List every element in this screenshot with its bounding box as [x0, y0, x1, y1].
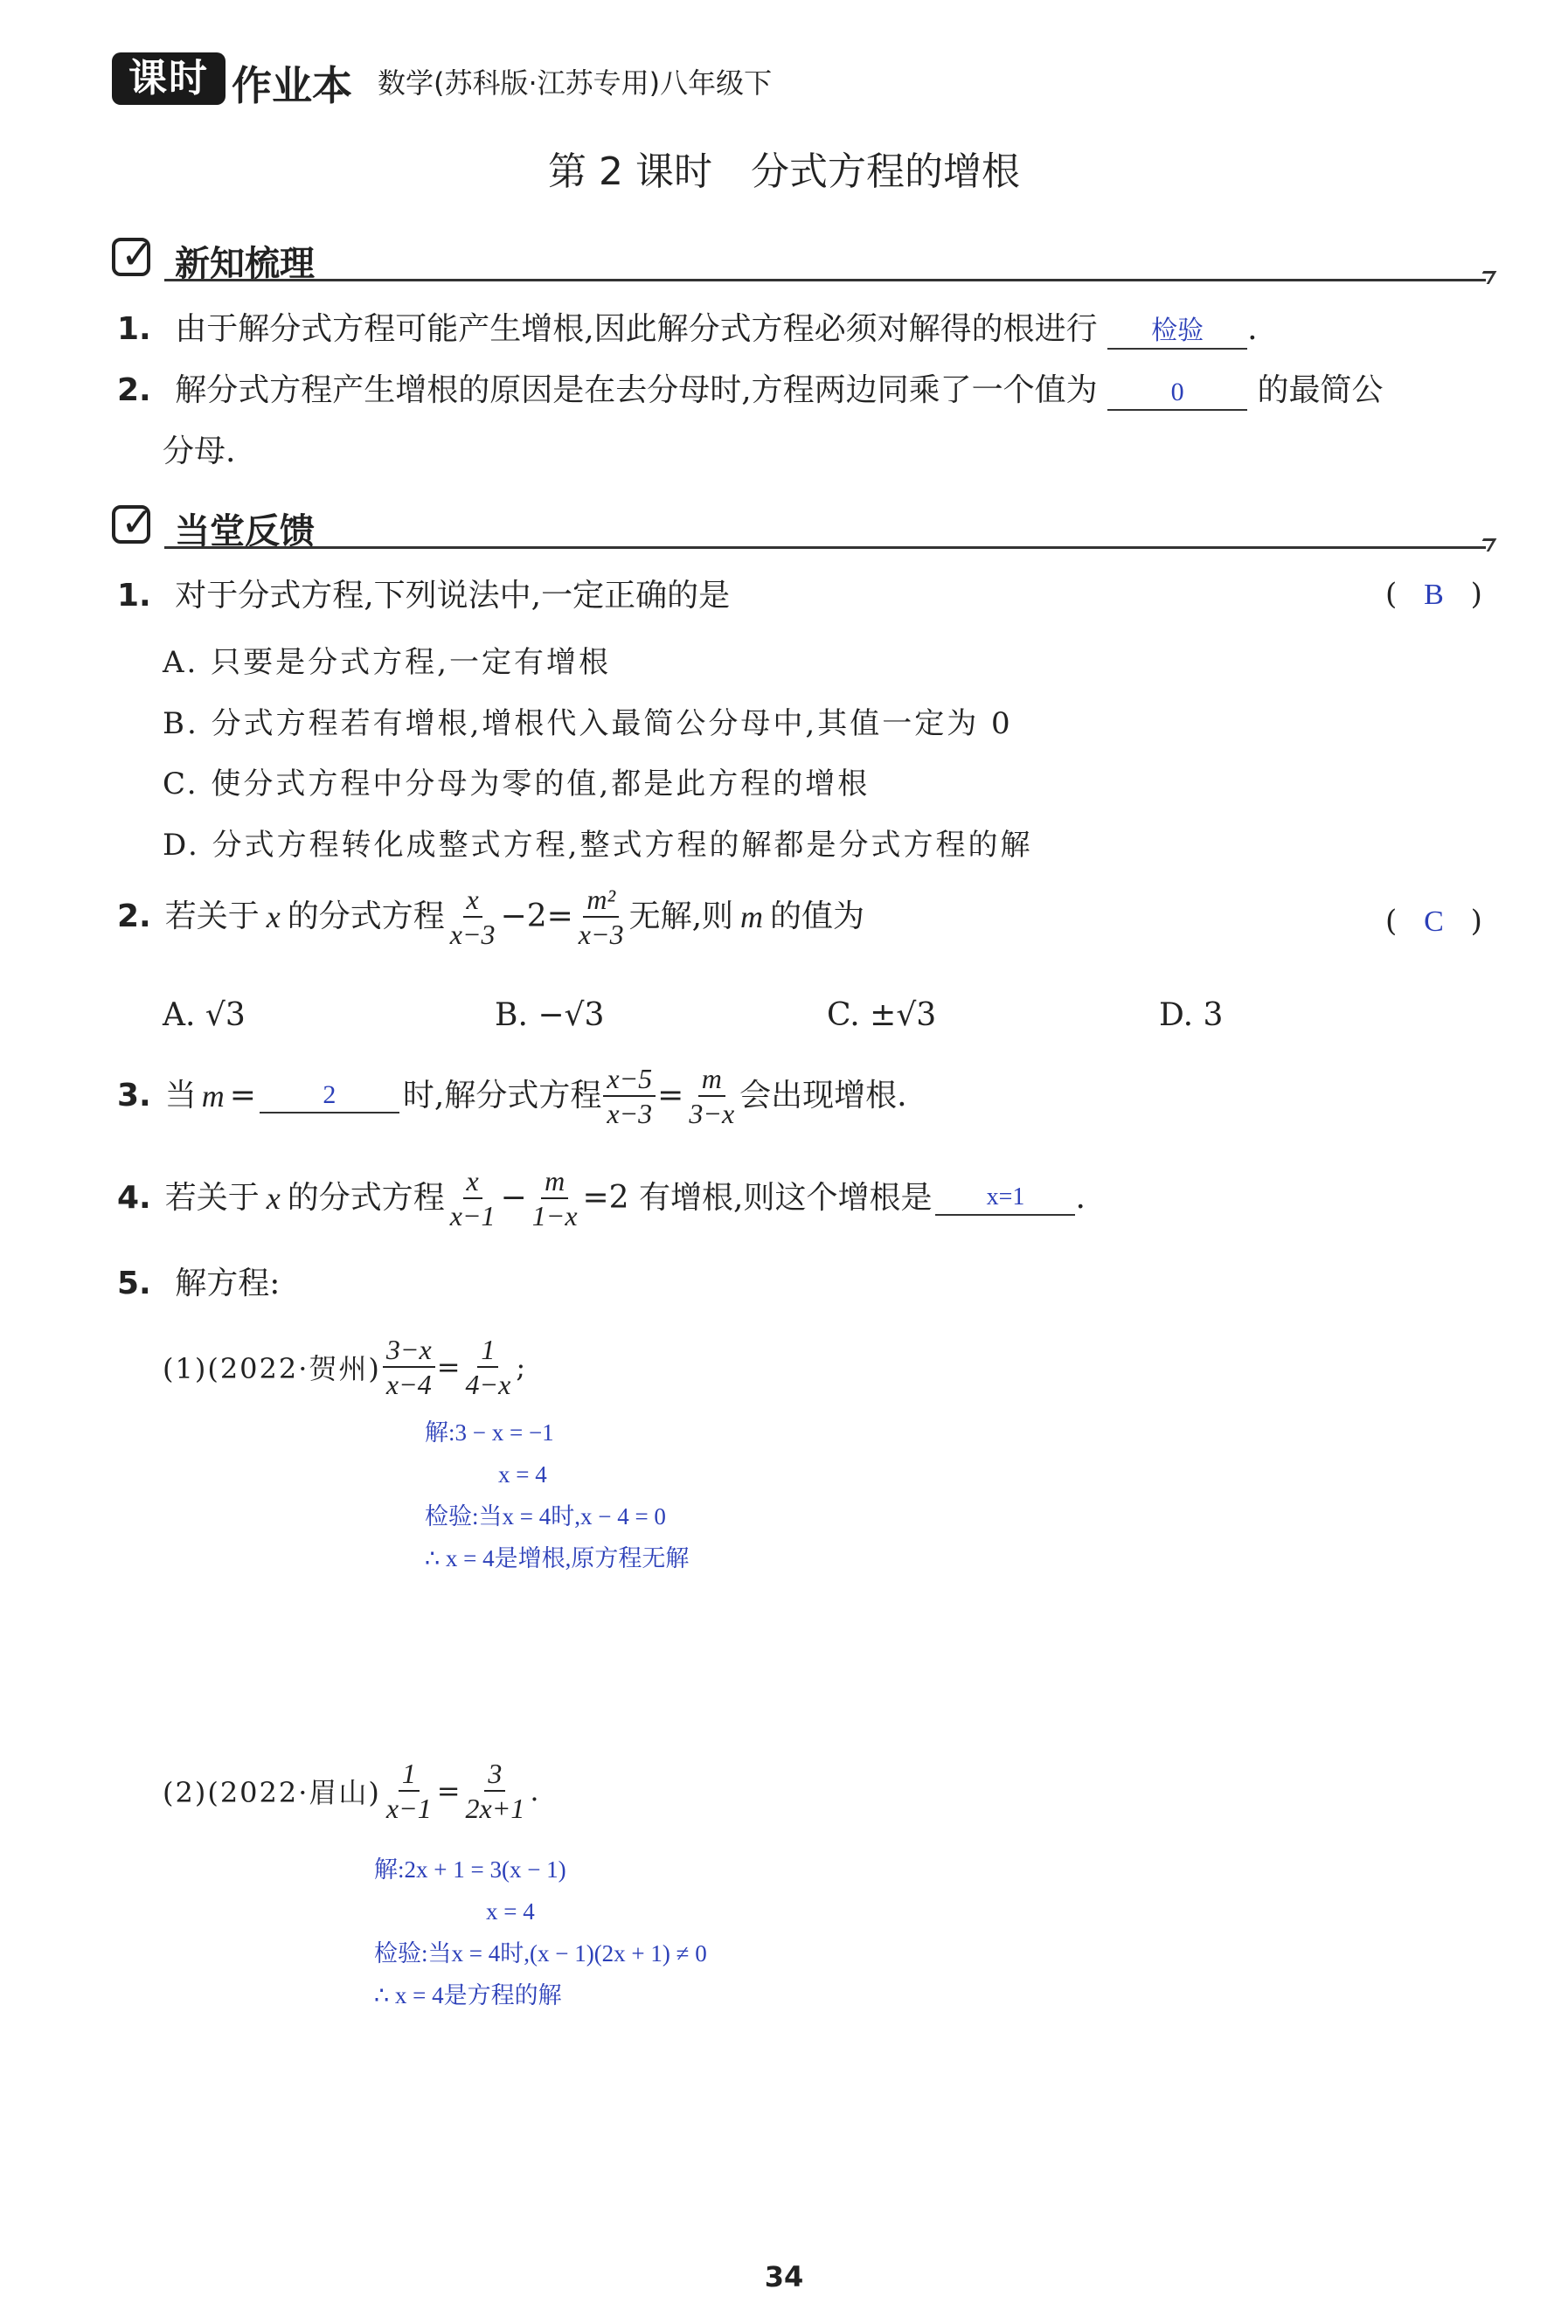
- knowledge-q1: [117, 310, 1258, 350]
- feedback-q2: [117, 883, 864, 951]
- numerator: x: [463, 1164, 482, 1199]
- q5-part2: [163, 1757, 539, 1825]
- answer-bracket: [1385, 577, 1482, 612]
- choice-answer: C: [1424, 905, 1444, 938]
- answer-blank: x=1: [935, 1181, 1075, 1216]
- book-info: 数学(苏科版·江苏专用)八年级下: [378, 66, 773, 100]
- numerator: 3−x: [383, 1333, 435, 1368]
- question-number: 3.: [117, 1078, 151, 1113]
- solution1-line4: ∴ x = 4是增根,原方程无解: [425, 1545, 690, 1571]
- solution2-line3: 检验:当x = 4时,(x − 1)(2x + 1) ≠ 0: [374, 1940, 707, 1967]
- check-icon: ✓: [121, 498, 155, 545]
- denominator: x−3: [607, 1098, 653, 1129]
- question-end: .: [1075, 1180, 1086, 1216]
- section-title: 当堂反馈: [175, 511, 315, 552]
- option-b: B. −√3: [495, 997, 605, 1033]
- question-text: 的分式方程: [287, 1180, 445, 1216]
- fraction: [383, 1333, 435, 1401]
- fraction: [462, 1757, 529, 1825]
- numerator: m: [698, 1062, 725, 1097]
- question-text: 无解,则: [628, 898, 734, 934]
- variable-m: m: [201, 1079, 225, 1113]
- numerator: 1: [399, 1757, 420, 1792]
- question-number: 2.: [117, 898, 151, 934]
- part-label: (1)(2022·贺州): [163, 1352, 381, 1385]
- fraction: [529, 1164, 581, 1232]
- denominator: x−1: [449, 1200, 496, 1231]
- question-text: 会出现增根.: [739, 1078, 907, 1113]
- operator: =: [229, 1078, 256, 1113]
- numerator: 1: [477, 1333, 498, 1368]
- variable-x: x: [266, 1181, 281, 1216]
- part-label: (2)(2022·眉山): [163, 1776, 381, 1809]
- part-end: .: [530, 1774, 539, 1807]
- operator: =: [657, 1078, 684, 1113]
- operator: =: [436, 1774, 461, 1807]
- feedback-q5: [117, 1265, 280, 1303]
- solution1-line2: x = 4: [498, 1461, 547, 1488]
- solution1-line3: 检验:当x = 4时,x − 4 = 0: [425, 1503, 666, 1530]
- option-c: C. ±√3: [827, 997, 937, 1033]
- operator: −: [500, 1180, 527, 1216]
- answer-blank: 0: [1107, 376, 1247, 411]
- answer-bracket: [1385, 904, 1482, 939]
- solution2-line4: ∴ x = 4是方程的解: [374, 1982, 562, 2008]
- section-title: 新知梳理: [175, 244, 315, 284]
- question-text-end: 的最简公: [1257, 372, 1384, 408]
- denominator: x−3: [578, 919, 624, 950]
- answer-blank: 2: [260, 1079, 399, 1113]
- question-text: 对于分式方程,下列说法中,一定正确的是: [175, 578, 731, 614]
- section-rule: [164, 546, 1486, 549]
- option-c: C. 使分式方程中分母为零的值,都是此方程的增根: [163, 767, 871, 801]
- question-text: 解分式方程产生增根的原因是在去分母时,方程两边同乘了一个值为: [175, 372, 1098, 408]
- operator: −2=: [500, 898, 573, 934]
- rule-end-mark: [1476, 538, 1497, 552]
- choice-answer: B: [1424, 579, 1444, 611]
- denominator: x−1: [385, 1793, 432, 1824]
- rule-end-mark: [1476, 271, 1497, 284]
- variable-x: x: [266, 899, 281, 934]
- bracket-right: ): [1470, 577, 1482, 612]
- solution2-line1: 解:2x + 1 = 3(x − 1): [374, 1856, 566, 1883]
- question-text: 时,解分式方程: [402, 1078, 602, 1113]
- option-d: D. 分式方程转化成整式方程,整式方程的解都是分式方程的解: [163, 828, 1033, 863]
- option-a: A. √3: [163, 997, 246, 1033]
- question-text: 的分式方程: [287, 898, 445, 934]
- brand-logo: 课时: [112, 52, 225, 105]
- lesson-title: 第 2 课时 分式方程的增根: [548, 149, 1020, 194]
- q5-part1: [163, 1333, 525, 1401]
- numerator: 3: [484, 1757, 505, 1792]
- denominator: 4−x: [465, 1369, 511, 1400]
- fraction: [685, 1062, 738, 1130]
- bracket-right: ): [1470, 904, 1482, 939]
- section-header-new-knowledge: [112, 232, 1493, 285]
- fraction: [447, 1164, 499, 1232]
- answer-blank: 检验: [1107, 315, 1247, 350]
- denominator: x−3: [449, 919, 496, 950]
- bracket-left: (: [1385, 577, 1398, 612]
- question-text: 若关于: [164, 1180, 260, 1216]
- option-b: B. 分式方程若有增根,增根代入最简公分母中,其值一定为 0: [163, 706, 1013, 741]
- fraction: [462, 1333, 515, 1401]
- question-text: 若关于: [164, 898, 260, 934]
- question-text: 的值为: [770, 898, 865, 934]
- feedback-q3: [117, 1062, 907, 1130]
- part-end: ;: [516, 1350, 526, 1384]
- numerator: x: [463, 883, 482, 918]
- denominator: 2x+1: [465, 1793, 525, 1824]
- question-text: 解方程:: [175, 1266, 281, 1301]
- brand-subtitle: 作业本: [232, 62, 352, 109]
- feedback-q4: [117, 1164, 1086, 1232]
- fraction: [447, 883, 499, 951]
- option-a: A. 只要是分式方程,一定有增根: [163, 645, 611, 680]
- numerator: m²: [583, 883, 619, 918]
- question-text: 由于解分式方程可能产生增根,因此解分式方程必须对解得的根进行: [175, 311, 1098, 347]
- question-text: 当: [164, 1078, 197, 1113]
- question-number: 1.: [117, 578, 151, 614]
- denominator: 3−x: [689, 1098, 735, 1129]
- check-icon: ✓: [121, 231, 155, 278]
- page-number: 34: [764, 2260, 804, 2293]
- option-d: D. 3: [1159, 997, 1224, 1033]
- question-number: 1.: [117, 311, 151, 347]
- numerator: x−5: [603, 1062, 656, 1097]
- question-end: .: [1247, 311, 1258, 347]
- question-number: 2.: [117, 372, 151, 408]
- question-text: =2 有增根,则这个增根是: [582, 1180, 933, 1216]
- question-number: 4.: [117, 1180, 151, 1216]
- variable-m: m: [740, 899, 764, 934]
- denominator: 1−x: [531, 1200, 578, 1231]
- feedback-q1: [117, 577, 730, 615]
- operator: =: [436, 1350, 461, 1384]
- numerator: m: [541, 1164, 568, 1199]
- solution1-line1: 解:3 − x = −1: [425, 1419, 554, 1446]
- knowledge-q2: [117, 371, 1384, 411]
- bracket-left: (: [1385, 904, 1398, 939]
- section-rule: [164, 279, 1486, 281]
- fraction: [575, 883, 628, 951]
- knowledge-q2-cont: 分母.: [163, 434, 236, 469]
- solution2-line2: x = 4: [486, 1898, 535, 1925]
- question-number: 5.: [117, 1266, 151, 1301]
- fraction: [603, 1062, 656, 1130]
- fraction: [383, 1757, 435, 1825]
- section-header-class-feedback: [112, 500, 1493, 552]
- denominator: x−4: [385, 1369, 432, 1400]
